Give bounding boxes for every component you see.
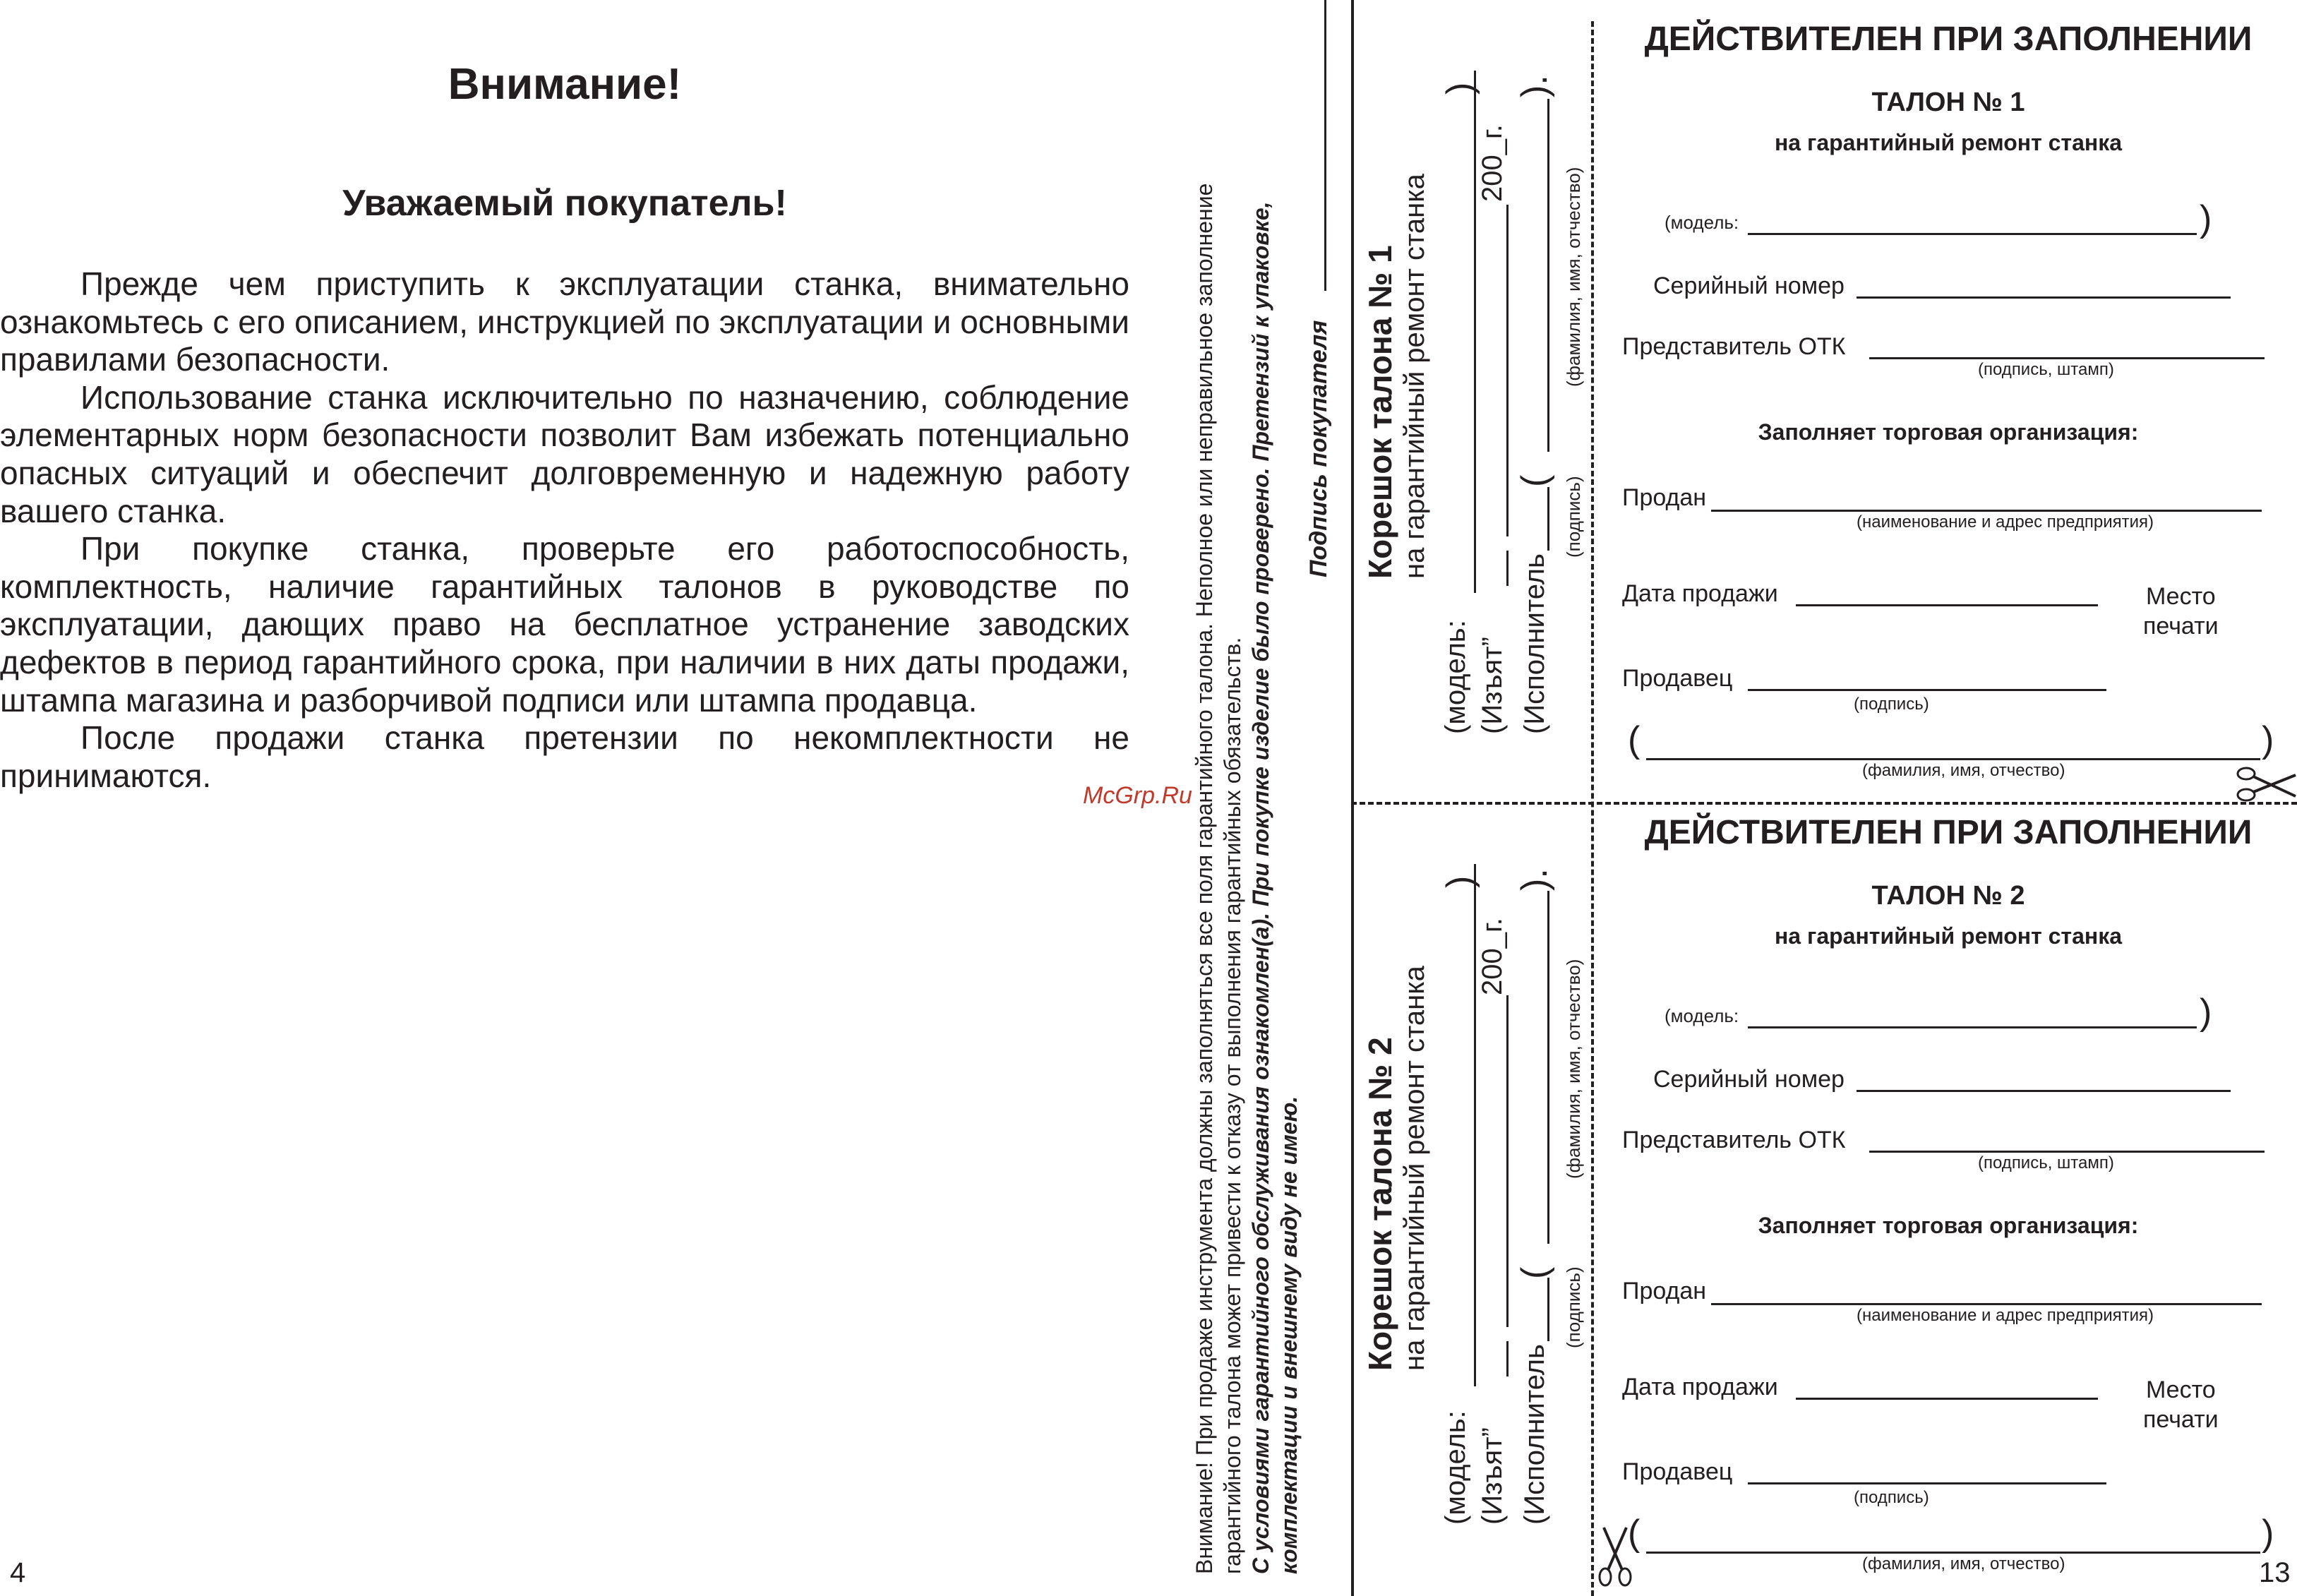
sold-label: Продан — [1622, 1278, 1707, 1304]
buyer-signature — [1305, 320, 1333, 577]
paragraph: Использование станка исключительно по назначению, соблюдение элементарных норм безопасности позволит Вам избежать потенциально опасных ситуаций и обеспечит долговременную и надежную работу вашего станка. — [0, 378, 1129, 529]
paragraph: После продажи станка претензии по некомплектности не принимаются. — [0, 719, 1129, 794]
stub-2-year — [1477, 918, 1509, 995]
stub-paren: ) — [1439, 875, 1480, 888]
stub-sign-hint: (подпись) — [1563, 1266, 1584, 1348]
seller-hint: (подпись) — [1854, 1488, 1929, 1507]
seller-hint: (подпись) — [1854, 695, 1929, 714]
stub-fio-hint: (фамилия, имя, отчество) — [1563, 959, 1584, 1179]
date-line — [1796, 604, 2098, 606]
stub-2-fio-line — [1547, 891, 1549, 1244]
model-line — [1748, 1026, 2197, 1028]
stub-subtitle: на гарантийный ремонт станка — [1399, 966, 1430, 1371]
stub-1-fio-hint — [1563, 167, 1585, 387]
stub-1-fio-line — [1547, 99, 1549, 452]
stub-1-year — [1477, 124, 1509, 202]
model-line — [1748, 233, 2197, 235]
page-subtitle: Уважаемый покупатель! — [342, 183, 787, 224]
stamp-line: Место — [2145, 583, 2216, 610]
scissors-icon — [1594, 1525, 1636, 1588]
stub-title: Корешок талона № 2 — [1362, 1037, 1398, 1371]
sold-line — [1711, 510, 2262, 512]
watermark: McGrp.Ru — [1083, 782, 1192, 809]
stub-executor-label: (Исполнитель — [1519, 1344, 1550, 1525]
stub-2-month-line — [1506, 995, 1509, 1327]
stub-year-label: 200_г. — [1477, 124, 1508, 202]
date-label: Дата продажи — [1622, 580, 1778, 607]
seller-line — [1748, 1482, 2106, 1484]
stub-sign-hint: (подпись) — [1563, 476, 1584, 558]
note-line: комплектации и внешнему виду не имею. — [1276, 1096, 1302, 1574]
stub-fio-hint: (фамилия, имя, отчество) — [1563, 167, 1584, 387]
otk-line — [1869, 357, 2265, 359]
date-line — [1796, 1398, 2098, 1400]
trade-header: Заполняет торговая организация: — [1758, 419, 2139, 445]
coupon-valid-header: ДЕЙСТВИТЕЛЕН ПРИ ЗАПОЛНЕНИИ — [1644, 814, 2253, 851]
paragraph: При покупке станка, проверьте его работоспособность, комплектность, наличие гарантийных талонов в руководстве по эксплуатации, дающих право на бесплатное устранение заводских дефектов в период гарантийного срока, при наличии в них даты продажи, штампа магазина и разборчивой подписи или штампа продавца. — [0, 530, 1129, 719]
trade-header: Заполняет торговая организация: — [1758, 1213, 2139, 1238]
note-line: гарантийного талона может привести к отказу от выполнения гарантийных обязательств. — [1220, 637, 1245, 1574]
page-divider — [1351, 0, 1354, 1596]
stub-paren: ( — [1514, 1266, 1555, 1279]
date-label: Дата продажи — [1622, 1374, 1778, 1400]
stub-model-label: (модель: — [1440, 620, 1471, 734]
fio-line — [1646, 1552, 2260, 1554]
stamp-line: печати — [2143, 613, 2219, 640]
stub-subtitle: на гарантийный ремонт станка — [1399, 174, 1430, 579]
stamp-line: Место — [2145, 1376, 2216, 1403]
paren: ) — [2200, 992, 2212, 1033]
stub-1-day-line — [1506, 551, 1509, 586]
buyer-signature-label: Подпись покупателя — [1305, 320, 1332, 577]
sold-line — [1711, 1303, 2262, 1305]
model-label: (модель: — [1665, 212, 1739, 233]
sold-hint: (наименование и адрес предприятия) — [1857, 512, 2154, 532]
paren: ) — [2262, 1513, 2274, 1554]
stub-1-model — [1440, 620, 1472, 734]
seller-label: Продавец — [1622, 1458, 1733, 1485]
page-number-left: 4 — [10, 1557, 26, 1588]
stub-model-label: (модель: — [1440, 1410, 1471, 1525]
paren: ) — [2262, 719, 2274, 760]
coupon-subtitle: на гарантийный ремонт станка — [1774, 130, 2123, 155]
stamp-line: печати — [2143, 1406, 2219, 1433]
stub-1-executor — [1519, 553, 1551, 734]
stub-2 — [1361, 966, 1431, 1371]
coupon-2 — [1600, 793, 2297, 1596]
fio-hint: (фамилия, имя, отчество) — [1862, 1554, 2065, 1573]
stub-executor-label: (Исполнитель — [1519, 553, 1550, 734]
coupon-title: ТАЛОН № 2 — [1871, 881, 2025, 911]
page-number-right: 13 — [2259, 1557, 2291, 1588]
stub-removed-label: (Изъят” — [1477, 637, 1508, 734]
stub-2-sign-line — [1547, 1278, 1549, 1341]
seller-line — [1748, 689, 2106, 691]
page-title: Внимание! — [448, 60, 682, 109]
fio-line — [1646, 758, 2260, 760]
serial-label: Серийный номер — [1653, 1066, 1845, 1093]
coupon-valid-header: ДЕЙСТВИТЕЛЕН ПРИ ЗАПОЛНЕНИИ — [1644, 20, 2253, 58]
otk-hint: (подпись, штамп) — [1978, 360, 2114, 379]
coupon-1 — [1600, 0, 2297, 800]
serial-label: Серийный номер — [1653, 272, 1845, 299]
serial-line — [1857, 1090, 2231, 1092]
otk-label: Представитель ОТК — [1622, 333, 1846, 360]
stub-1-sign-hint — [1563, 476, 1585, 558]
stub-1-month-line — [1506, 205, 1509, 536]
stub-paren: ( — [1514, 474, 1555, 487]
stub-1-model-line — [1474, 71, 1476, 593]
stub-paren: ). — [1514, 75, 1555, 97]
stub-1 — [1361, 174, 1431, 579]
stub-2-day-line — [1506, 1341, 1509, 1376]
cut-line-vertical — [1591, 21, 1594, 1596]
coupon-title: ТАЛОН № 1 — [1871, 88, 2025, 117]
paren: ( — [1628, 1513, 1641, 1554]
intro-text — [0, 265, 1129, 795]
stub-1-removed — [1477, 637, 1509, 734]
otk-label: Представитель ОТК — [1622, 1127, 1846, 1153]
sold-label: Продан — [1622, 484, 1707, 511]
warranty-note — [1190, 0, 1303, 1574]
paren: ( — [1628, 719, 1641, 760]
paragraph: Прежде чем приступить к эксплуатации станка, внимательно ознакомьтесь с его описанием, инструкцией по эксплуатации и основными правилами безопасности. — [0, 265, 1129, 378]
stub-title: Корешок талона № 1 — [1362, 245, 1398, 579]
signature-line — [1324, 0, 1326, 291]
paren: ) — [2200, 198, 2212, 239]
stub-paren: ). — [1514, 868, 1555, 891]
note-line: Внимание! При продаже инструмента должны заполняться все поля гарантийного талона. Неполное или неправильное заполнение — [1192, 183, 1217, 1574]
sold-hint: (наименование и адрес предприятия) — [1857, 1306, 2154, 1325]
stub-year-label: 200_г. — [1477, 918, 1508, 995]
stub-removed-label: (Изъят” — [1477, 1427, 1508, 1525]
coupon-subtitle: на гарантийный ремонт станка — [1774, 923, 2123, 949]
note-line: С условиями гарантийного обслуживания ознакомлен(а). При покупке изделие было проверено. Претензий к упаковке, — [1248, 201, 1273, 1574]
stub-2-removed — [1477, 1427, 1509, 1525]
stub-paren: ) — [1439, 82, 1480, 95]
stamp-place — [2143, 582, 2219, 641]
stub-2-fio-hint — [1563, 959, 1585, 1179]
fio-hint: (фамилия, имя, отчество) — [1862, 761, 2065, 780]
otk-hint: (подпись, штамп) — [1978, 1153, 2114, 1172]
stamp-place — [2143, 1375, 2219, 1434]
stub-1-sign-line — [1547, 487, 1549, 551]
otk-line — [1869, 1151, 2265, 1153]
stub-2-model-line — [1474, 864, 1476, 1386]
seller-label: Продавец — [1622, 665, 1733, 692]
stub-2-model — [1440, 1410, 1472, 1525]
serial-line — [1857, 296, 2231, 299]
model-label: (модель: — [1665, 1005, 1739, 1026]
stub-2-sign-hint — [1563, 1266, 1585, 1348]
stub-2-executor — [1519, 1344, 1551, 1525]
